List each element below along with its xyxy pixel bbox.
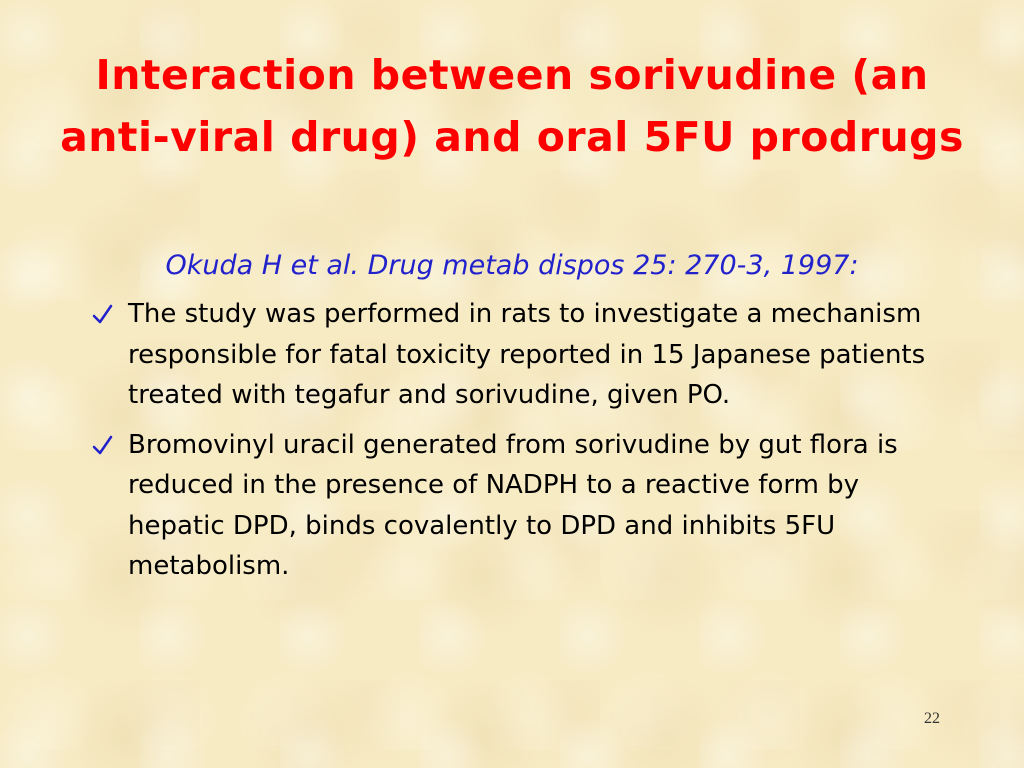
page-number: 22: [924, 710, 940, 727]
bullet-item: [90, 294, 940, 416]
citation: Okuda H et al. Drug metab dispos 25: 270-3, 1997:: [165, 250, 859, 281]
checkmark-icon: [90, 294, 116, 334]
slide-title: Interaction between sorivudine (an anti-viral drug) and oral 5FU prodrugs: [60, 51, 964, 161]
bullet-text: Bromovinyl uracil generated from sorivudine by gut flora is reduced in the presence of NADPH to a reactive form by hepatic DPD, binds covalently to DPD and inhibits 5FU metabolism.: [128, 429, 898, 581]
bullet-item: [90, 425, 940, 587]
bullet-text: The study was performed in rats to investigate a mechanism responsible for fatal toxicity reported in 15 Japanese patients treated with tegafur and sorivudine, given PO.: [128, 299, 926, 410]
checkmark-icon: [90, 425, 116, 465]
bullet-list: [90, 294, 940, 596]
